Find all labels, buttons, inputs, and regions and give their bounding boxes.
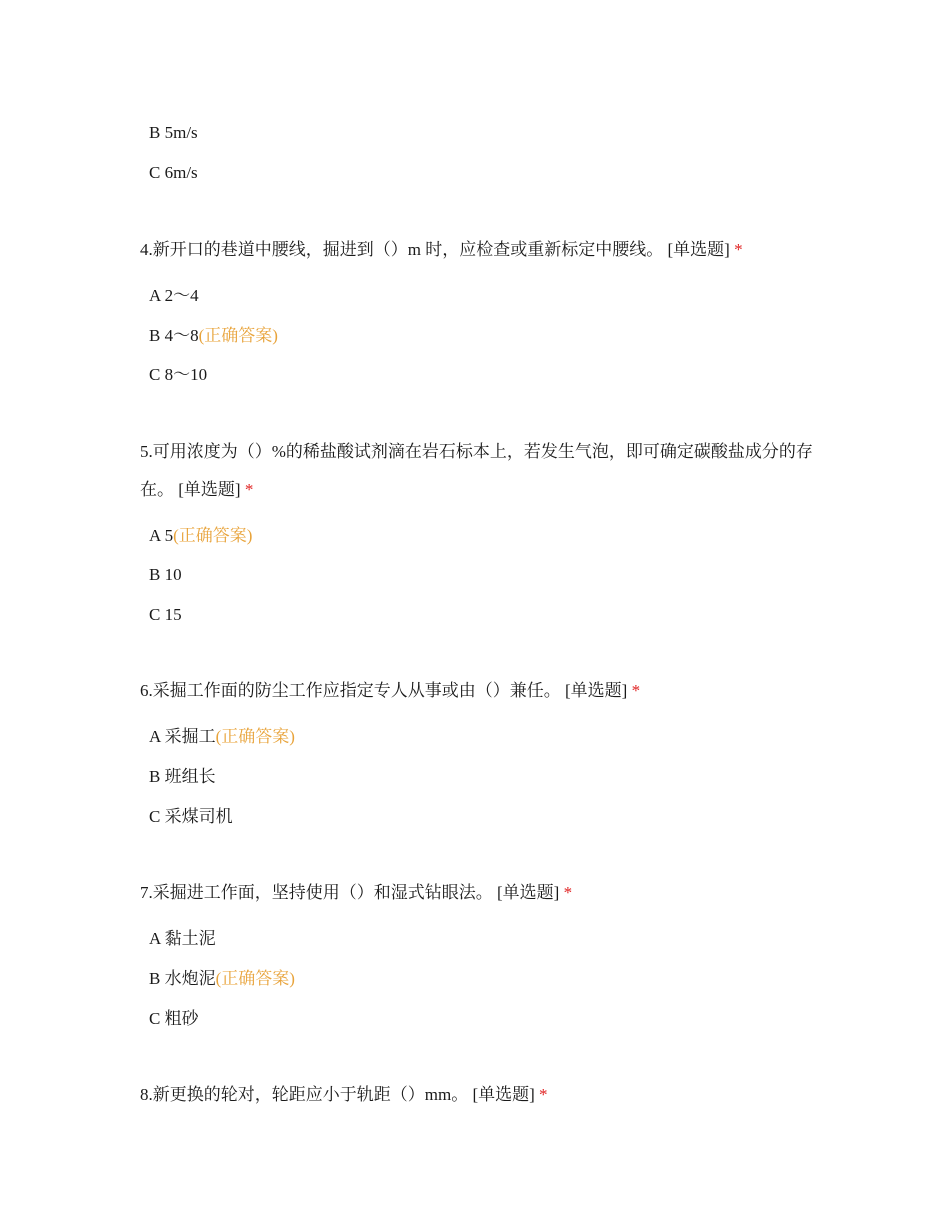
required-mark: * bbox=[563, 883, 573, 902]
option-letter: C bbox=[149, 365, 161, 384]
question-text: 7.采掘进工作面，坚持使用（）和湿式钻眼法。 bbox=[140, 883, 493, 902]
required-mark: * bbox=[539, 1085, 548, 1104]
correct-answer-label: (正确答案) bbox=[215, 969, 295, 988]
correct-answer-label: (正确答案) bbox=[198, 326, 278, 345]
option-q6-c bbox=[149, 806, 233, 828]
option-q7-c bbox=[149, 1008, 199, 1030]
question-text: 4.新开口的巷道中腰线，掘进到（）m 时，应检查或重新标定中腰线。 bbox=[140, 240, 664, 259]
option-letter: C bbox=[149, 807, 161, 826]
correct-answer-label: (正确答案) bbox=[173, 526, 253, 545]
option-q4-c bbox=[149, 364, 207, 386]
option-text: 5m/s bbox=[164, 123, 198, 142]
option-q7-a bbox=[149, 928, 216, 950]
option-letter: B bbox=[149, 326, 161, 345]
option-letter: B bbox=[149, 565, 161, 584]
option-q4-b bbox=[149, 325, 278, 347]
question-5-title bbox=[140, 433, 820, 509]
required-mark: * bbox=[631, 681, 641, 700]
question-type-label: [单选题] bbox=[667, 240, 730, 259]
option-text: 10 bbox=[164, 565, 182, 584]
option-letter: B bbox=[149, 969, 161, 988]
required-mark: * bbox=[244, 480, 254, 499]
option-letter: C bbox=[149, 163, 161, 182]
question-text: 5.可用浓度为（）%的稀盐酸试剂滴在岩石标本上，若发生气泡，即可确定碳酸盐成分的存在。 bbox=[140, 442, 813, 499]
option-text: 2～4 bbox=[164, 286, 199, 305]
option-text: 采煤司机 bbox=[164, 807, 233, 826]
question-type-label: [单选题] bbox=[565, 681, 628, 700]
option-text: 15 bbox=[164, 605, 182, 624]
option-q6-b bbox=[149, 766, 216, 788]
option-letter: A bbox=[149, 286, 161, 305]
option-text: 粗砂 bbox=[164, 1009, 199, 1028]
option-q4-a bbox=[149, 285, 199, 307]
option-letter: B bbox=[149, 767, 161, 786]
question-4-title bbox=[140, 231, 820, 269]
option-text: 水炮泥 bbox=[164, 969, 216, 988]
option-text: 6m/s bbox=[164, 163, 198, 182]
option-letter: A bbox=[149, 929, 161, 948]
option-text: 黏土泥 bbox=[164, 929, 216, 948]
option-q5-b bbox=[149, 564, 182, 586]
option-letter: C bbox=[149, 605, 161, 624]
option-letter: C bbox=[149, 1009, 161, 1028]
question-8-title bbox=[140, 1076, 820, 1114]
option-text: 4～8 bbox=[164, 326, 199, 345]
option-q7-b bbox=[149, 968, 295, 990]
option-q5-c bbox=[149, 604, 182, 626]
correct-answer-label: (正确答案) bbox=[215, 727, 295, 746]
option-q3-c bbox=[149, 162, 198, 184]
option-letter: A bbox=[149, 727, 161, 746]
option-text: 8～10 bbox=[164, 365, 208, 384]
question-7-title bbox=[140, 874, 820, 912]
option-q3-b bbox=[149, 122, 198, 144]
option-q5-a bbox=[149, 525, 252, 547]
question-text: 6.采掘工作面的防尘工作应指定专人从事或由（）兼任。 bbox=[140, 681, 561, 700]
option-text: 班组长 bbox=[164, 767, 216, 786]
option-letter: A bbox=[149, 526, 161, 545]
question-type-label: [单选题] bbox=[472, 1085, 535, 1104]
option-q6-a bbox=[149, 726, 295, 748]
option-letter: B bbox=[149, 123, 161, 142]
required-mark: * bbox=[734, 240, 743, 259]
question-text: 8.新更换的轮对，轮距应小于轨距（）mm。 bbox=[140, 1085, 469, 1104]
option-text: 5 bbox=[164, 526, 174, 545]
question-type-label: [单选题] bbox=[178, 480, 241, 499]
question-6-title bbox=[140, 672, 820, 710]
question-type-label: [单选题] bbox=[497, 883, 560, 902]
option-text: 采掘工 bbox=[164, 727, 216, 746]
